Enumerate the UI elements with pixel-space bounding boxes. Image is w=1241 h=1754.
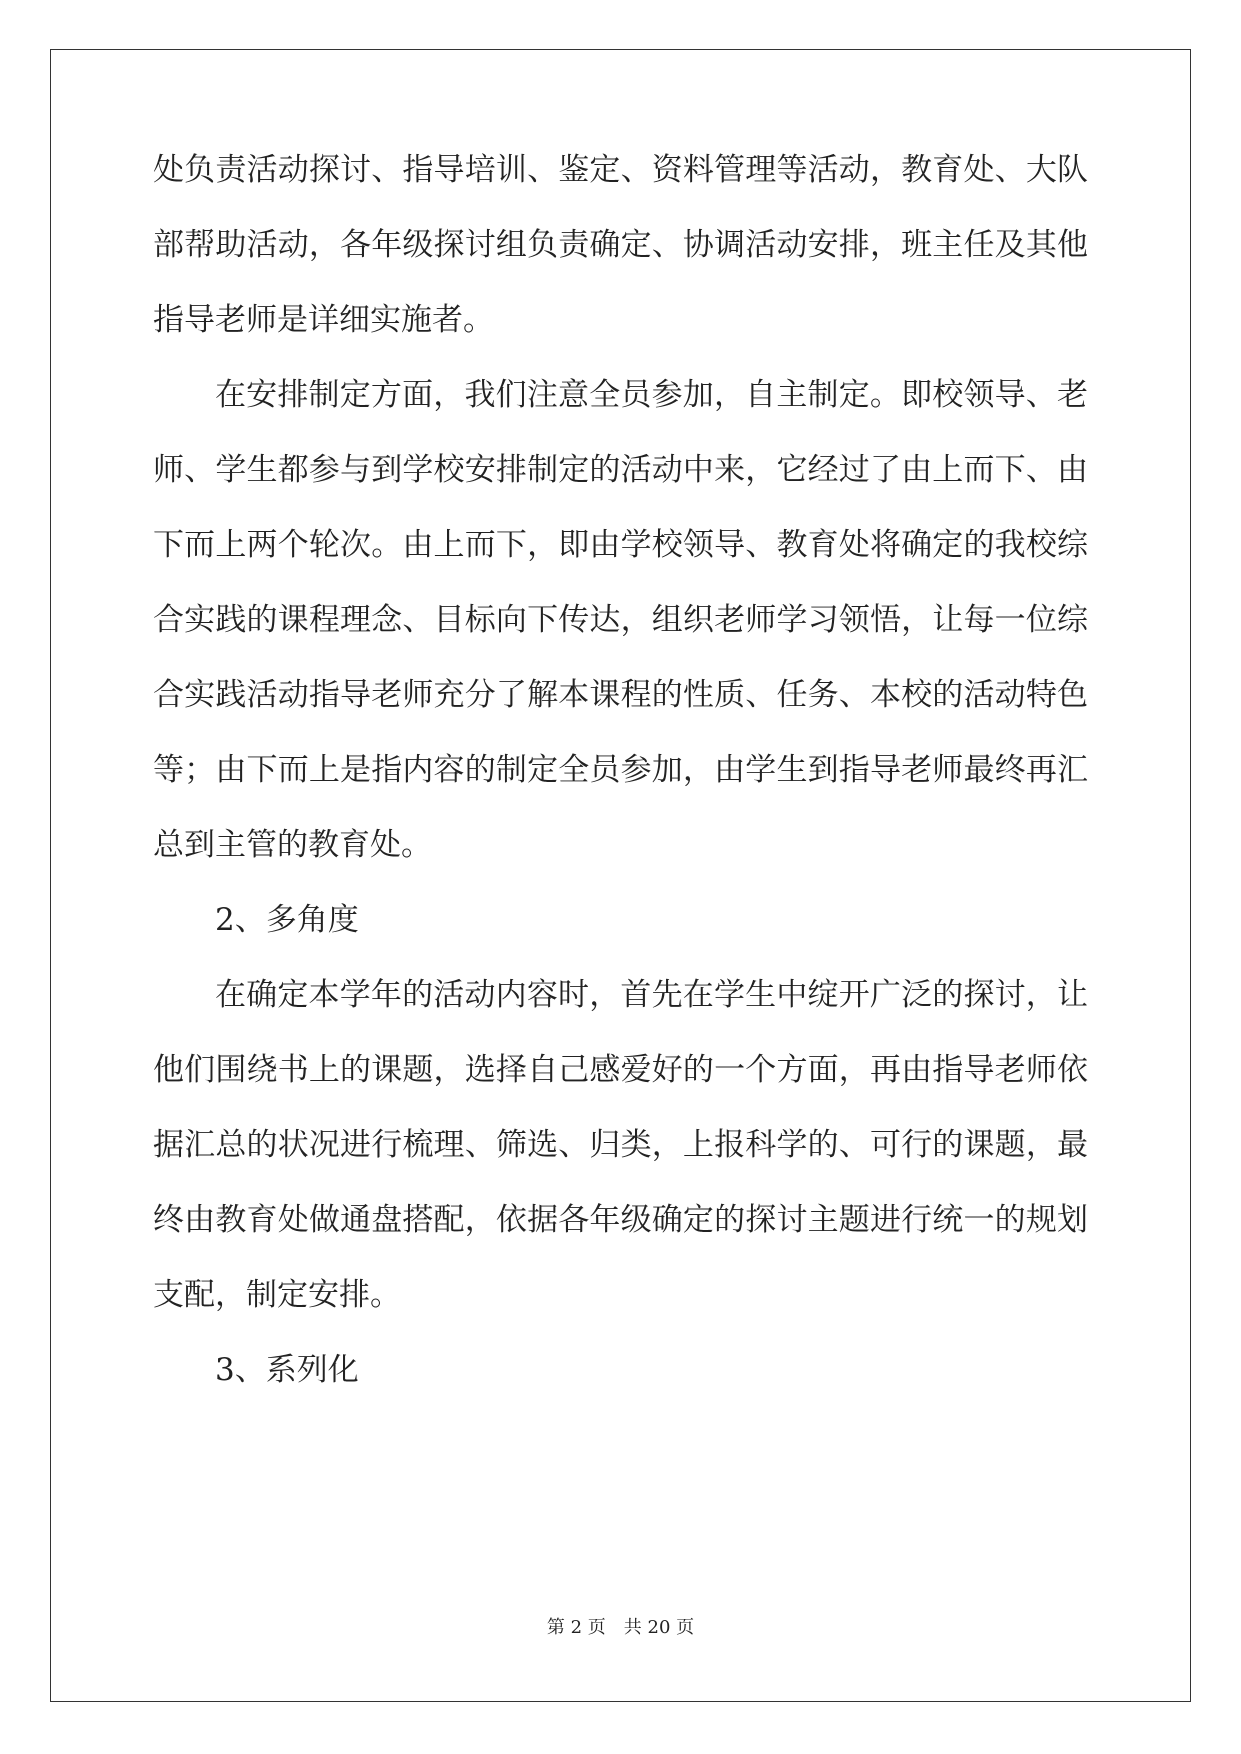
text-line: 合实践活动指导老师充分了解本课程的性质、任务、本校的活动特色	[153, 677, 1088, 713]
document-body	[153, 0, 1088, 1754]
text-line: 他们围绕书上的课题，选择自己感爱好的一个方面，再由指导老师依	[153, 1052, 1088, 1088]
text-line: 在确定本学年的活动内容时，首先在学生中绽开广泛的探讨，让	[215, 977, 1088, 1013]
page-total: 共 20 页	[623, 1617, 695, 1638]
text-line: 支配，制定安排。	[153, 1277, 401, 1313]
text-line: 合实践的课程理念、目标向下传达，组织老师学习领悟，让每一位综	[153, 602, 1088, 638]
page-number: 第 2 页	[546, 1617, 606, 1638]
text-line: 指导老师是详细实施者。	[153, 302, 494, 338]
section-heading: 3、系列化	[215, 1352, 359, 1388]
text-line: 师、学生都参与到学校安排制定的活动中来，它经过了由上而下、由	[153, 452, 1088, 488]
text-line: 处负责活动探讨、指导培训、鉴定、资料管理等活动，教育处、大队	[153, 152, 1088, 188]
text-line: 部帮助活动，各年级探讨组负责确定、协调活动安排，班主任及其他	[153, 227, 1088, 263]
text-line: 在安排制定方面，我们注意全员参加，自主制定。即校领导、老	[215, 377, 1088, 413]
text-line: 据汇总的状况进行梳理、筛选、归类，上报科学的、可行的课题，最	[153, 1127, 1088, 1163]
text-line: 终由教育处做通盘搭配，依据各年级确定的探讨主题进行统一的规划	[153, 1202, 1088, 1238]
page-footer	[0, 1616, 1241, 1640]
section-heading: 2、多角度	[215, 902, 359, 938]
text-line: 等；由下而上是指内容的制定全员参加，由学生到指导老师最终再汇	[153, 752, 1088, 788]
text-line: 下而上两个轮次。由上而下，即由学校领导、教育处将确定的我校综	[153, 527, 1088, 563]
text-line: 总到主管的教育处。	[153, 827, 432, 863]
